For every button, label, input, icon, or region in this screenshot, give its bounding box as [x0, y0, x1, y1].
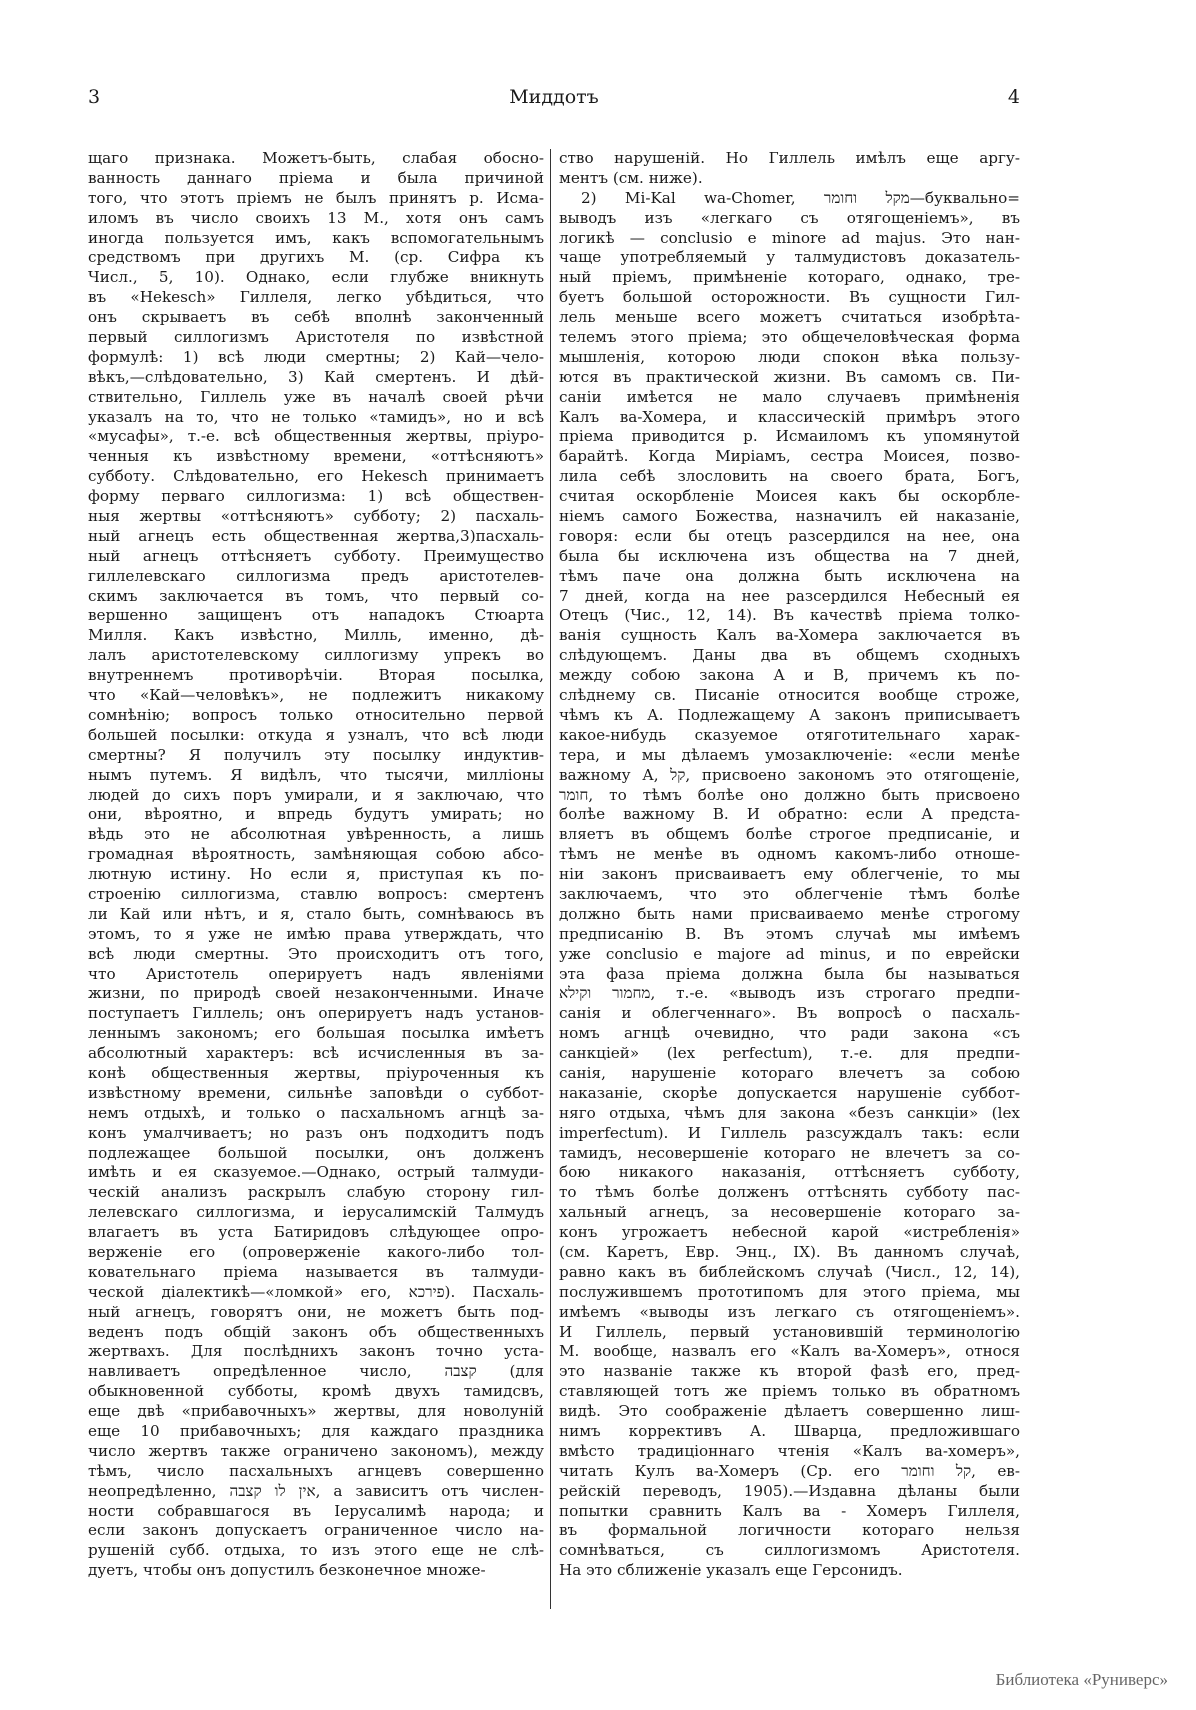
text-line: Милля. Какъ извѣстно, Милль, именно, дѣ- — [88, 626, 544, 645]
text-line: конъ угрожаетъ небесной карой «истребленія» — [559, 1223, 1020, 1242]
text-line: равно какъ въ библейскомъ случаѣ (Числ., 12, 14), — [559, 1262, 1020, 1281]
text-line: сомнѣнію; вопросъ только относительно первой — [88, 705, 544, 724]
text-line: сомнѣваться, съ силлогизмомъ Аристотеля. — [559, 1541, 1020, 1560]
text-line: неопредѣленно, אין לו קצבה, а зависитъ отъ числен- — [88, 1481, 544, 1500]
text-line: рушеній субб. отдыха, то изъ этого еще не слѣ- — [88, 1541, 544, 1560]
text-line: иломъ въ число своихъ 13 М., хотя онъ самъ — [88, 208, 544, 227]
text-line: внутреннемъ противорѣчіи. Вторая посылка, — [88, 666, 544, 685]
text-line: (см. Каретъ, Евр. Энц., IX). Въ данномъ случаѣ, — [559, 1242, 1020, 1261]
text-line: ются въ практической жизни. Въ самомъ св. Пи- — [559, 367, 1020, 386]
text-line: слѣднему св. Писаніе относится вообще строже, — [559, 686, 1020, 705]
text-line: вершенно защищенъ отъ нападокъ Стюарта — [88, 606, 544, 625]
text-line: была бы исключена изъ общества на 7 дней, — [559, 546, 1020, 565]
text-line: пріема приводится р. Исмаиломъ къ упомянутой — [559, 427, 1020, 446]
text-line: верженіе его (опроверженіе какого-либо тол- — [88, 1242, 544, 1261]
text-line: вѣдь это не абсолютная увѣренность, а лишь — [88, 825, 544, 844]
text-line: влагаетъ въ уста Батиридовъ слѣдующее опро- — [88, 1223, 544, 1242]
text-line: строенію силлогизма, ставлю вопросъ: смертенъ — [88, 884, 544, 903]
text-line: ковательнаго пріема называется въ талмуди- — [88, 1262, 544, 1281]
text-line: большей посылки: откуда я узналъ, что всѣ люди — [88, 725, 544, 744]
text-line: М. вообще, назвалъ его «Калъ ва-Хомеръ», относя — [559, 1342, 1020, 1361]
text-line: средствомъ при другихъ М. (ср. Сифра къ — [88, 248, 544, 267]
text-line: чѣмъ къ А. Подлежащему А законъ приписываетъ — [559, 705, 1020, 724]
text-line: вмѣсто традиціоннаго чтенія «Калъ ва-хомеръ», — [559, 1441, 1020, 1460]
text-line: формулѣ: 1) всѣ люди смертны; 2) Кай—чело- — [88, 347, 544, 366]
text-line: что Аристотель оперируетъ надъ явленіями — [88, 964, 544, 983]
text-line: И Гиллель, первый установившій терминологію — [559, 1322, 1020, 1341]
text-line: ческій анализъ раскрылъ слабую сторону гил- — [88, 1183, 544, 1202]
page-number-left: 3 — [88, 86, 101, 108]
text-line: навливаетъ опредѣленное число, קצבה (для — [88, 1362, 544, 1381]
text-line: иногда пользуется имъ, какъ вспомогательнымъ — [88, 228, 544, 247]
text-line: מחמור וקילא, т.-е. «выводъ изъ строгаго предпи- — [559, 984, 1020, 1003]
text-line: видѣ. Это соображеніе дѣлаетъ совершенно лиш- — [559, 1402, 1020, 1421]
page-number-right: 4 — [1007, 86, 1020, 108]
library-watermark: Библиотека «Руниверс» — [995, 1670, 1168, 1689]
text-line: ный агнецъ оттѣсняетъ субботу. Преимущество — [88, 546, 544, 565]
text-line: то тѣмъ болѣе долженъ оттѣснять субботу пас- — [559, 1183, 1020, 1202]
text-line: гиллелевскаго силлогизма предъ аристотелев- — [88, 566, 544, 585]
text-line: лелевскаго силлогизма, и іерусалимскій Талмудъ — [88, 1203, 544, 1222]
text-line: что «Кай—человѣкъ», не подлежитъ никакому — [88, 686, 544, 705]
text-line: выводъ изъ «легкаго съ отягощеніемъ», въ — [559, 208, 1020, 227]
text-line: считая оскорбленіе Моисея какъ бы оскорбле- — [559, 487, 1020, 506]
text-line: лютную истину. Но если я, приступая къ по- — [88, 865, 544, 884]
text-line: ставляющей тотъ же пріемъ только въ обратномъ — [559, 1382, 1020, 1401]
text-line: ныя жертвы «оттѣсняютъ» субботу; 2) пасхаль- — [88, 507, 544, 526]
text-line: ности собравшагося въ Іерусалимѣ народа; и — [88, 1501, 544, 1520]
text-line: тера, и мы дѣлаемъ умозаключеніе: «если менѣе — [559, 745, 1020, 764]
text-line: лила себѣ злословить на своего брата, Богъ, — [559, 467, 1020, 486]
text-line: «мусафы», т.-е. всѣ общественныя жертвы, пріуро- — [88, 427, 544, 446]
text-line: смертны? Я получилъ эту посылку индуктив- — [88, 745, 544, 764]
text-line: въ «Hekesch» Гиллеля, легко убѣдиться, что — [88, 288, 544, 307]
text-line: между собою закона А и В, причемъ къ по- — [559, 666, 1020, 685]
text-line: нымъ путемъ. Я видѣлъ, что тысячи, милліоны — [88, 765, 544, 784]
text-line: имѣть и ея сказуемое.—Однако, острый талмуди- — [88, 1163, 544, 1182]
text-line: слѣдующемъ. Даны два въ общемъ сходныхъ — [559, 646, 1020, 665]
text-line: леннымъ закономъ; его большая посылка имѣетъ — [88, 1024, 544, 1043]
text-line: послужившемъ прототипомъ для этого пріема, мы — [559, 1282, 1020, 1301]
text-line: первый силлогизмъ Аристотеля по извѣстной — [88, 328, 544, 347]
text-line: санія, нарушеніе котораго влечетъ за собою — [559, 1063, 1020, 1082]
text-line: попытки сравнить Калъ ва - Хомеръ Гиллеля, — [559, 1501, 1020, 1520]
text-line: должно быть нами присваиваемо менѣе строгому — [559, 904, 1020, 923]
text-line: санкціей» (lex perfectum), т.-е. для предпи- — [559, 1044, 1020, 1063]
text-line: еще 10 прибавочныхъ; для каждаго праздника — [88, 1422, 544, 1440]
text-line: ство нарушеній. Но Гиллель имѣлъ еще аргу- — [559, 149, 1020, 167]
text-line: конѣ общественныя жертвы, пріуроченныя къ — [88, 1063, 544, 1082]
text-line: этомъ, то я уже не имѣю права утверждать, что — [88, 924, 544, 943]
text-line: ствительно, Гиллель уже въ началѣ своей рѣчи — [88, 387, 544, 406]
text-line: саніи имѣется не мало случаевъ примѣненія — [559, 387, 1020, 406]
text-line: скимъ заключается въ томъ, что первый со- — [88, 586, 544, 605]
text-line: если законъ допускаетъ ограниченное число на- — [88, 1521, 544, 1540]
text-line: телемъ этого пріема; это общечеловѣческая форма — [559, 328, 1020, 347]
text-line: Числ., 5, 10). Однако, если глубже вникнуть — [88, 268, 544, 287]
text-line: ванія сущность Калъ ва-Хомера заключается въ — [559, 626, 1020, 645]
text-line: номъ агнцѣ очевидно, что ради закона «съ — [559, 1024, 1020, 1043]
text-line: чаще употребляемый у талмудистовъ доказатель- — [559, 248, 1020, 267]
text-line: субботу. Слѣдовательно, его Hekesch принимаетъ — [88, 467, 544, 486]
text-line: всѣ люди смертны. Это происходитъ отъ того, — [88, 944, 544, 963]
text-line: число жертвъ также ограничено закономъ), между — [88, 1441, 544, 1460]
page-header — [88, 86, 1020, 116]
text-line: людей до сихъ поръ умирали, и я заключаю, что — [88, 785, 544, 804]
text-line: лель меньше всего можетъ считаться изобрѣта- — [559, 308, 1020, 327]
text-line: ментъ (см. ниже). — [559, 168, 703, 187]
text-line: рейскій переводъ, 1905).—Издавна дѣланы были — [559, 1481, 1020, 1500]
text-line: Отецъ (Чис., 12, 14). Въ качествѣ пріема толко- — [559, 606, 1020, 625]
text-line: громадная вѣроятность, замѣняющая собою абсо- — [88, 845, 544, 864]
text-line: барайтѣ. Когда Миріамъ, сестра Моисея, позво- — [559, 447, 1020, 466]
text-line: бою никакого наказанія, оттѣсняетъ субботу, — [559, 1163, 1020, 1182]
text-line: щаго признака. Можетъ-быть, слабая обосно- — [88, 149, 544, 167]
text-line: дуетъ, чтобы онъ допустилъ безконечное множе- — [88, 1561, 486, 1580]
text-line: предписанію В. Въ этомъ случаѣ мы имѣемъ — [559, 924, 1020, 943]
text-line: болѣе важному В. И обратно: если А предста- — [559, 805, 1020, 824]
text-line: имѣемъ «выводы изъ легкаго съ отягощеніемъ». — [559, 1302, 1020, 1321]
text-line: ванность даннаго пріема и была причиной — [88, 168, 544, 187]
text-line: еще двѣ «прибавочныхъ» жертвы, для новолуній — [88, 1402, 544, 1421]
text-line: ный агнецъ есть общественная жертва,3)пасхаль- — [88, 526, 544, 545]
text-line: подлежащее большой посылки, онъ долженъ — [88, 1143, 544, 1162]
text-line: тѣмъ паче она должна быть исключена на — [559, 566, 1020, 585]
text-line: жизни, по природѣ своей незаконченными. Иначе — [88, 984, 544, 1003]
text-line: важному А, קל, присвоено закономъ это отягощеніе, — [559, 765, 1020, 784]
text-line: На это сближеніе указалъ еще Герсонидъ. — [559, 1561, 903, 1580]
text-line: форму перваго силлогизма: 1) всѣ обществен- — [88, 487, 544, 506]
text-line: извѣстному времени, сильнѣе заповѣди о суббот- — [88, 1083, 544, 1102]
text-line: мышленія, которою люди спокон вѣка пользу- — [559, 347, 1020, 366]
text-line: Калъ ва-Хомера, и классическій примѣръ этого — [559, 407, 1020, 426]
text-line: ніи законъ присваиваетъ ему облегченіе, то мы — [559, 865, 1020, 884]
text-line: обыкновенной субботы, кромѣ двухъ тамидсвъ, — [88, 1382, 544, 1401]
text-line: заключаемъ, что это облегченіе тѣмъ болѣе — [559, 884, 1020, 903]
text-line: того, что этотъ пріемъ не былъ принятъ р. Исма- — [88, 188, 544, 207]
text-line: санія и облегченнаго». Въ вопросѣ о пасхаль- — [559, 1004, 1020, 1023]
column-divider — [550, 149, 551, 1609]
text-line: абсолютный характеръ: всѣ исчисленныя въ за- — [88, 1044, 544, 1063]
text-line: они, вѣроятно, и впредь будутъ умирать; но — [88, 805, 544, 824]
text-line: указалъ на то, что не только «тамидъ», но и всѣ — [88, 407, 544, 426]
text-line: говоря: если бы отецъ разсердился на нее, она — [559, 526, 1020, 545]
text-line: вѣкъ,—слѣдовательно, 3) Кай смертенъ. И дѣй- — [88, 367, 544, 386]
text-line: читать Кулъ ва-Хомеръ (Ср. его קל וחומר, ев- — [559, 1461, 1020, 1480]
text-line: онъ скрываетъ въ себѣ вполнѣ законченный — [88, 308, 544, 327]
text-line: въ формальной логичности котораго нельзя — [559, 1521, 1020, 1540]
text-line: 2) Mi-Kal wa-Chomer, מקל וחומר—буквально= — [581, 188, 1020, 207]
right-column — [559, 149, 1020, 1581]
text-line: ли Кай или нѣтъ, и я, стало быть, сомнѣваюсь въ — [88, 904, 544, 923]
text-line: 7 дней, когда на нее разсердился Небесный ея — [559, 586, 1020, 605]
text-line: конъ умалчиваетъ; но разъ онъ подходитъ подъ — [88, 1123, 544, 1142]
text-line: логикѣ — conclusio e minore ad majus. Это нан- — [559, 228, 1020, 247]
text-line: חומר, то тѣмъ болѣе оно должно быть присвоено — [559, 785, 1020, 804]
left-column — [88, 149, 544, 1581]
text-line: ный агнецъ, говорятъ они, не можетъ быть под- — [88, 1302, 544, 1321]
text-line: imperfectum). И Гиллель разсуждалъ такъ: если — [559, 1123, 1020, 1142]
running-title: Миддотъ — [509, 86, 599, 108]
text-line: хальный агнецъ, за несовершеніе котораго за- — [559, 1203, 1020, 1222]
text-line: тѣмъ, число пасхальныхъ агнцевъ совершенно — [88, 1461, 544, 1480]
text-line: нимъ коррективъ А. Шварца, предложившаго — [559, 1422, 1020, 1440]
text-line: веденъ подъ общій законъ объ общественныхъ — [88, 1322, 544, 1341]
text-line: жертвахъ. Для послѣднихъ законъ точно уста- — [88, 1342, 544, 1361]
text-line: какое-нибудь сказуемое отяготительнаго харак- — [559, 725, 1020, 744]
text-line: лалъ аристотелевскому силлогизму упрекъ во — [88, 646, 544, 665]
text-line: наказаніе, скорѣе допускается нарушеніе суббот- — [559, 1083, 1020, 1102]
text-line: это названіе также къ второй фазѣ его, пред- — [559, 1362, 1020, 1381]
text-line: вляетъ въ общемъ болѣе строгое предписаніе, и — [559, 825, 1020, 844]
text-line: немъ отдыхѣ, и только о пасхальномъ агнцѣ за- — [88, 1103, 544, 1122]
text-line: уже conclusio e majore ad minus, и по еврейски — [559, 944, 1020, 963]
text-line: ный пріемъ, примѣненіе котораго, однако, тре- — [559, 268, 1020, 287]
text-line: эта фаза пріема должна была бы называться — [559, 964, 1020, 983]
text-line: буетъ большой осторожности. Въ сущности Гил- — [559, 288, 1020, 307]
text-line: ченныя къ извѣстному времени, «оттѣсняютъ» — [88, 447, 544, 466]
text-line: ніемъ самого Божества, назначилъ ей наказаніе, — [559, 507, 1020, 526]
text-line: няго отдыха, чѣмъ для закона «безъ санкціи» (lex — [559, 1103, 1020, 1122]
text-line: тамидъ, несовершеніе котораго не влечетъ за со- — [559, 1143, 1020, 1162]
text-line: поступаетъ Гиллель; онъ оперируетъ надъ установ- — [88, 1004, 544, 1023]
text-line: тѣмъ не менѣе въ одномъ какомъ-либо отноше- — [559, 845, 1020, 864]
text-line: ческой діалектикѣ—«ломкой» его, פירכא). Пасхаль- — [88, 1282, 544, 1301]
